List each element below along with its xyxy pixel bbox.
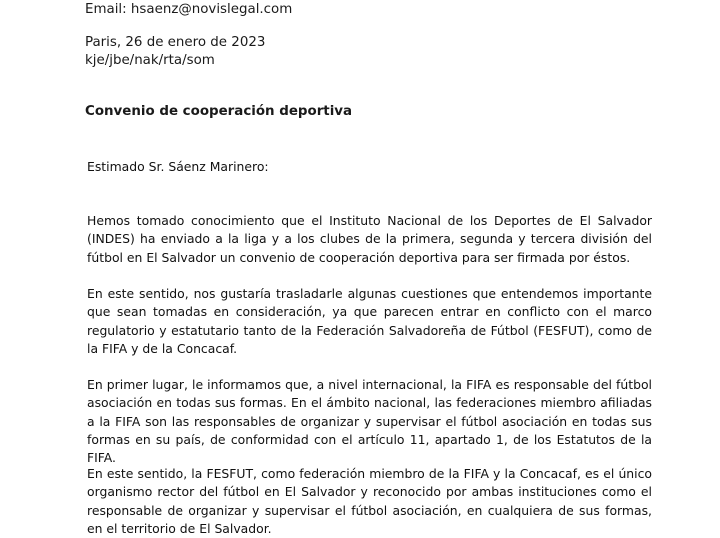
sender-email: Email: hsaenz@novislegal.com [85, 2, 293, 17]
reference-code: kje/jbe/nak/rta/som [85, 53, 215, 68]
paragraph-2: En este sentido, nos gustaría trasladarle algunas cuestiones que entendemos importante que sean tomadas en consideración, ya que parecen entrar en conflicto con el marco regulatorio y estatutario tanto de la Federación Salvadoreña de Fútbol (FESFUT), como de la FIFA y de la Concacaf. [87, 286, 652, 356]
letter-subject: Convenio de cooperación deportiva [85, 104, 353, 119]
paragraph-3: En primer lugar, le informamos que, a nivel internacional, la FIFA es responsable del fútbol asociación en todas sus formas. En el ámbito nacional, las federaciones miembro afiliadas a la FIFA son las responsables de organizar y supervisar el fútbol asociación en todas sus formas en su país, de conformidad con el artículo 11, apartado 1, de los Estatutos de la FIFA. [87, 377, 652, 466]
salutation: Estimado Sr. Sáenz Marinero: [87, 159, 269, 174]
paragraph-1: Hemos tomado conocimiento que el Instituto Nacional de los Deportes de El Salvador (INDES) ha enviado a la liga y a los clubes de la primera, segunda y tercera división del fútbol en El Salvador un convenio de cooperación deportiva para ser firmada por éstos. [87, 213, 652, 265]
place-and-date: Paris, 26 de enero de 2023 [85, 35, 266, 50]
paragraph-4: En este sentido, la FESFUT, como federación miembro de la FIFA y la Concacaf, es el único organismo rector del fútbol en El Salvador y reconocido por ambas instituciones como el responsable de organizar y supervisar el fútbol asociación, en cualquiera de sus formas, en el territorio de El Salvador. [87, 466, 652, 536]
